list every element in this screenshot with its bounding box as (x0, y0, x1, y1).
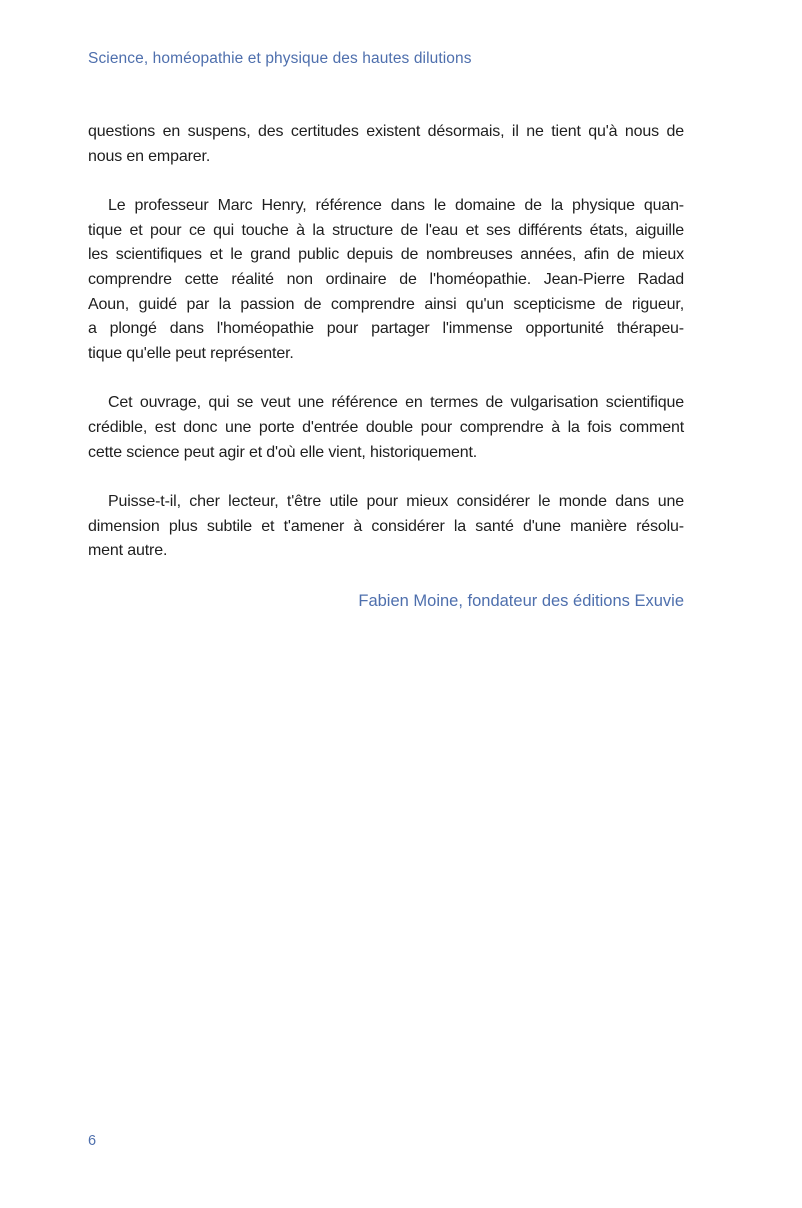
text-line: tique qu'elle peut représenter. (88, 344, 294, 362)
text-line: Puisse-t-il, cher lecteur, t'être utile pour mieux considérer le monde dans une (108, 493, 684, 511)
text-line: crédible, est donc une porte d'entrée double pour comprendre à la fois comment (88, 418, 684, 436)
text-line: cette science peut agir et d'où elle vient, historiquement. (88, 443, 478, 461)
text-line: nous en emparer. (88, 147, 211, 165)
text-line: a plongé dans l'homéopathie pour partager l'immense opportunité thérapeu- (88, 320, 684, 338)
paragraph (88, 490, 684, 564)
paragraph (88, 194, 684, 366)
text-line: les scientifiques et le grand public depuis de nombreuses années, afin de mieux (88, 246, 684, 264)
body-text (88, 120, 684, 614)
text-line: questions en suspens, des certitudes existent désormais, il ne tient qu'à nous de (88, 123, 684, 140)
text-line: Aoun, guidé par la passion de comprendre ainsi qu'un scepticisme de rigueur, (88, 295, 684, 313)
text-line: Cet ouvrage, qui se veut une référence en termes de vulgarisation scientifique (108, 394, 684, 412)
running-header: Science, homéopathie et physique des hautes dilutions (88, 50, 472, 67)
text-line: comprendre cette réalité non ordinaire de l'homéopathie. Jean-Pierre Radad (88, 270, 684, 288)
text-line: dimension plus subtile et t'amener à considérer la santé d'une manière résolu- (88, 517, 684, 535)
text-line: ment autre. (88, 542, 168, 560)
signature-line: Fabien Moine, fondateur des éditions Exuvie (358, 591, 684, 610)
page-number: 6 (88, 1133, 97, 1149)
text-line: tique et pour ce qui touche à la structure de l'eau et ses différents états, aiguille (88, 221, 684, 239)
paragraph (88, 120, 684, 169)
paragraph (88, 391, 684, 465)
text-line: Le professeur Marc Henry, référence dans le domaine de la physique quan- (108, 197, 684, 215)
